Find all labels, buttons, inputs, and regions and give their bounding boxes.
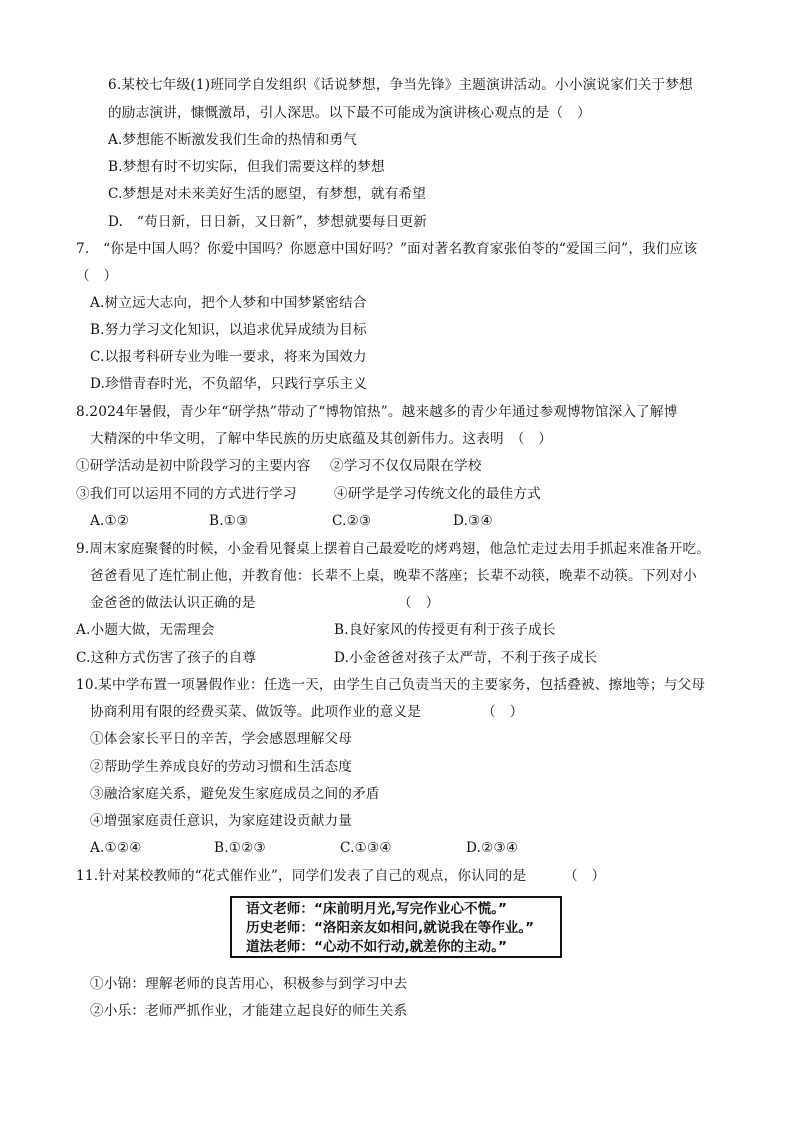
q9-stem-line3: 金爸爸的做法认识正确的是 xyxy=(90,595,256,611)
q9-stem-line1: 9.周末家庭聚餐的时候，小金看见餐桌上摆着自己最爱吃的烤鸡翅，他急忙走过去用手抓起来准备开吃。 xyxy=(76,541,711,557)
q11-answer-paren: （ ） xyxy=(564,868,606,884)
q11-statement-1: ①小锦：理解老师的良苦用心，积极参与到学习中去 xyxy=(90,976,408,992)
q6-stem-line2: 的励志演讲，慷慨激昂，引人深思。以下最不可能成为演讲核心观点的是（ ） xyxy=(108,105,591,121)
q10-option-c: C.①③④ xyxy=(340,840,392,856)
q11-stem: 11.针对某校教师的“花式催作业”，同学们发表了自己的观点，你认同的是 xyxy=(76,868,527,884)
q8-option-c: C.②③ xyxy=(332,513,372,529)
q6-option-d: D. “苟日新，日日新，又日新”，梦想就要每日更新 xyxy=(108,214,428,230)
q10-statement-4: ④增强家庭责任意识，为家庭建设贡献力量 xyxy=(90,813,353,829)
q8-statement-4: ④研学是学习传统文化的最佳方式 xyxy=(334,486,541,502)
q7-option-b: B.努力学习文化知识，以追求优异成绩为目标 xyxy=(90,322,367,338)
q8-stem-line2: 大精深的中华文明，了解中华民族的历史底蕴及其创新伟力。这表明 （ ） xyxy=(90,431,553,447)
q7-stem-line1: 7. “你是中国人吗？你爱中国吗？你愿意中国好吗？”面对著名教育家张伯苓的“爱国三问”，我们应该 xyxy=(76,241,698,257)
quote-morality-teacher: 道法老师：“心动不如行动,就差你的主动。” xyxy=(246,939,507,955)
q10-stem-line2: 协商利用有限的经费买菜、做饭等。此项作业的意义是 xyxy=(90,704,422,720)
q7-option-c: C.以报考科研专业为唯一要求，将来为国效力 xyxy=(90,349,367,365)
q8-option-a: A.①② xyxy=(90,513,130,529)
q9-option-a: A.小题大做，无需理会 xyxy=(76,622,215,638)
q8-option-b: B.①③ xyxy=(209,513,249,529)
q7-option-d: D.珍惜青春时光，不负韶华，只践行享乐主义 xyxy=(90,376,368,392)
q8-option-d: D.③④ xyxy=(453,513,493,529)
q9-option-b: B.良好家风的传授更有利于孩子成长 xyxy=(334,622,556,638)
q10-statement-3: ③融洽家庭关系，避免发生家庭成员之间的矛盾 xyxy=(90,786,380,802)
q10-answer-paren: （ ） xyxy=(482,704,524,720)
q8-statement-3: ③我们可以运用不同的方式进行学习 xyxy=(76,486,297,502)
q7-option-a: A.树立远大志向，把个人梦和中国梦紧密结合 xyxy=(90,295,367,311)
q10-statement-1: ①体会家长平日的辛苦，学会感恩理解父母 xyxy=(90,731,353,747)
teacher-quotes-box xyxy=(230,896,562,958)
q9-stem-line2: 爸爸看见了连忙制止他，并教育他：长辈不上桌，晚辈不落座；长辈不动筷，晚辈不动筷。下列对小 xyxy=(90,568,697,584)
q6-stem-line1: 6.某校七年级(1)班同学自发组织《话说梦想，争当先锋》主题演讲活动。小小演说家们关于梦想 xyxy=(108,77,693,93)
q9-answer-paren: （ ） xyxy=(398,595,440,611)
q8-stem-line1: 8.2024年暑假，青少年“研学热”带动了“博物馆热”。越来越多的青少年通过参观博物馆深入了解博 xyxy=(76,404,678,420)
q9-option-d: D.小金爸爸对孩子太严苛，不利于孩子成长 xyxy=(334,650,598,666)
quote-chinese-teacher: 语文老师：“床前明月光,写完作业心不慌。” xyxy=(246,901,507,917)
q8-statement-2: ②学习不仅仅局限在学校 xyxy=(330,458,482,474)
q6-option-a: A.梦想能不断激发我们生命的热情和勇气 xyxy=(108,132,358,148)
q10-option-b: B.①②③ xyxy=(214,840,266,856)
q9-option-c: C.这种方式伤害了孩子的自尊 xyxy=(76,650,257,666)
q6-option-b: B.梦想有时不切实际，但我们需要这样的梦想 xyxy=(108,159,385,175)
quote-history-teacher: 历史老师：“洛阳亲友如相问,就说我在等作业。” xyxy=(246,920,535,936)
q7-stem-line2: （ ） xyxy=(76,268,118,284)
q10-stem-line1: 10.某中学布置一项暑假作业：任选一天，由学生自己负责当天的主要家务，包括叠被、擦地等；与父母 xyxy=(76,677,706,693)
q11-statement-2: ②小乐：老师严抓作业，才能建立起良好的师生关系 xyxy=(90,1003,408,1019)
q8-statement-1: ①研学活动是初中阶段学习的主要内容 xyxy=(76,458,311,474)
q6-option-c: C.梦想是对未来美好生活的愿望，有梦想，就有希望 xyxy=(108,186,427,202)
q10-option-a: A.①②④ xyxy=(90,840,142,856)
q10-statement-2: ②帮助学生养成良好的劳动习惯和生活态度 xyxy=(90,759,353,775)
q10-option-d: D.②③④ xyxy=(466,840,519,856)
